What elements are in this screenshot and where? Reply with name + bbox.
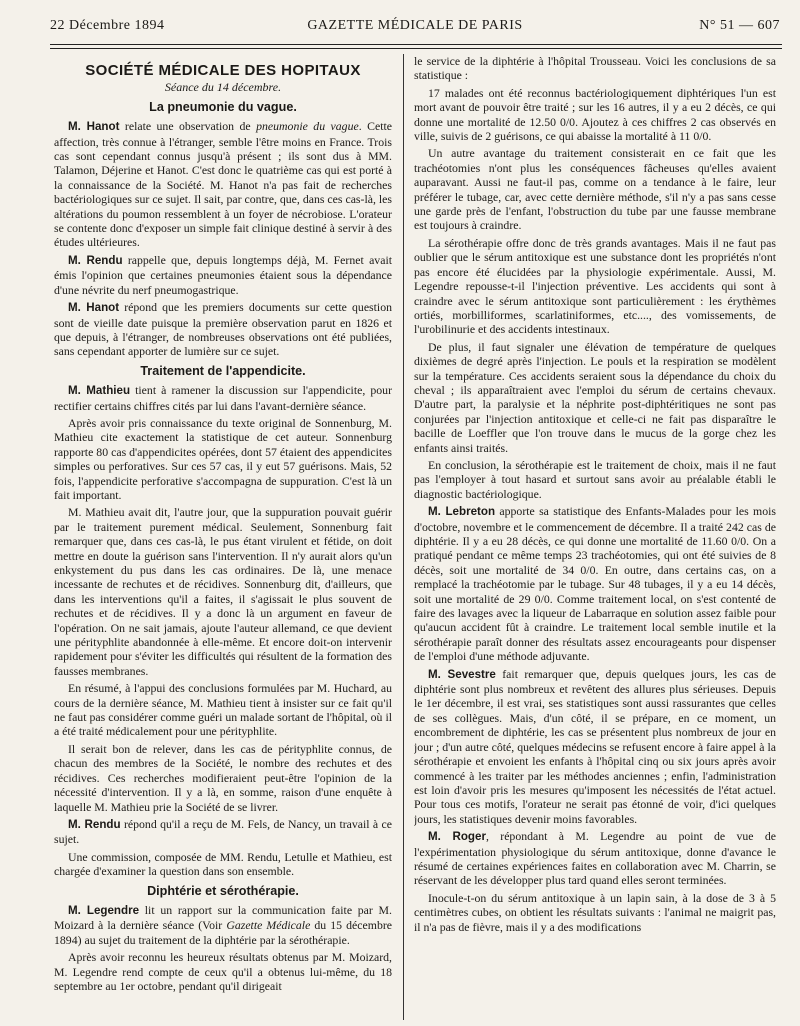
- paragraph-text: répond qu'il a reçu de M. Fels, de Nancy, un travail à ce sujet.: [54, 816, 392, 847]
- paragraph-tracheotomies: Un autre avantage du traitement consisterait en ce fait que les trachéotomies n'ont plus les conséquences fâcheuses qu'elles avaient auparavant. Aussi ne faut-il pas, comme on a tendance à le faire, leur préférer le tubage, car, avec cette dernière méthode, s'il n'y a pas sans cesse une garde près de l'enfant, l'obstruction du tube par une fausse membrane est toujours à craindre.: [414, 146, 776, 233]
- left-column: [54, 54, 392, 1026]
- speaker-name: M. Hanot: [68, 301, 120, 315]
- speaker-name: M. Rendu: [68, 817, 121, 831]
- paragraph-conclusion: En conclusion, la sérothérapie est le traitement de choix, mais il ne faut pas l'employer à tout hasard et surtout sans avoir au préalable établi le diagnostic bactériologique.: [414, 457, 776, 501]
- paragraph-rendu-2: [54, 817, 392, 847]
- paragraph-text: . Cette affection, très connue à l'étranger, semble l'être moins en France. Trois cas sont cependant connus jusqu'à présent ; ils sont dus à MM. Talamon, Déjerine et Hanot. C'est donc le quatrième cas qui est porté à la connaissance de la Société. M. Hanot n'a pas fait de recherches bactériologiques sur ce sujet. Il sait, par contre, que, dans ces cas-là, les altérations du poumon ressemblent à un foyer de nécrobiose. L'orateur se contente donc d'exposer un simple fait clinique destiné à servir à des études ultérieures.: [54, 119, 392, 250]
- paragraph-text: du 15 décembre 1894) au sujet du traitement de la diphtérie par la sérothérapie.: [54, 918, 392, 947]
- paragraph-text: tient à ramener la discussion sur l'appendicite, pour rectifier certains chiffres cités par lui dans l'avant-dernière séance.: [54, 383, 392, 413]
- speaker-name: M. Legendre: [68, 903, 140, 917]
- paragraph-mathieu-1: [54, 383, 392, 413]
- paragraph-text: relate une observation de: [119, 119, 257, 134]
- header-rule-top: [50, 44, 782, 45]
- seance-date: Séance du 14 décembre.: [164, 80, 282, 95]
- paragraph-text: rappelle que, depuis longtemps déjà, M. Fernet avait émis l'opinion que certaines pneumonies étaient sous la dépendance d'une névrite du nerf pneumogastrique.: [54, 252, 392, 297]
- header-date: 22 Décembre 1894: [50, 18, 165, 33]
- paragraph-text: répond que les premiers documents sur cette question sont de vieille date puisque la première observation parut en 1826 et que depuis, à l'étranger, de nombreuses observations ont été publiées, sans cependant apporter de lumière sur ce sujet.: [54, 300, 392, 359]
- header-rule-bottom: [50, 48, 782, 49]
- speaker-name: M. Lebreton: [428, 505, 496, 519]
- paragraph-inoculation: Inocule-t-on du sérum antitoxique à un lapin sain, à la dose de 3 à 5 centimètres cubes, on obtient les résultats suivants : l'animal ne maigrit pas, il n'a pas de fièvre, mais il y a des modifications: [414, 890, 776, 934]
- paragraph-legendre-1: [54, 903, 392, 947]
- emphasis-text: pneumonie du vague: [256, 119, 359, 134]
- paragraph-resume: En résumé, à l'appui des conclusions formulées par M. Huchard, au cours de la dernière séance, M. Mathieu tient à insister sur ce fait qu'il ne faut pas considérer comme guéri un malade sortant de l'hôpital, où il a été traité médicalement pour une pérityphlite.: [54, 681, 392, 739]
- paragraph-rendu-1: [54, 253, 392, 297]
- paragraph-hanot-1: [54, 119, 392, 250]
- paragraph-continuation: le service de la diphtérie à l'hôpital Trousseau. Voici les conclusions de sa statistique :: [414, 54, 776, 83]
- paragraph-commission: Une commission, composée de MM. Rendu, Letulle et Mathieu, est chargée d'examiner la question dans son ensemble.: [54, 849, 392, 879]
- section-title: SOCIÉTÉ MÉDICALE DES HOPITAUX: [85, 62, 361, 79]
- subheading-pneumonie: La pneumonie du vague.: [149, 99, 297, 114]
- paragraph-sonnenburg: Après avoir pris connaissance du texte original de Sonnenburg, M. Mathieu cite exactement la statistique de cet auteur. Sonnenburg rapporte 80 cas d'appendicites opérées, dont 57 étaient des appendicites simples ou perforatives. Sur ces 57 cas, il y eut 57 guérisons. Mais, 52 fois, l'appendicite perforative s'accompagna de suppuration. C'est là un fait important.: [54, 415, 392, 502]
- header-journal-title: GAZETTE MÉDICALE DE PARIS: [307, 18, 523, 33]
- header-page-number: N° 51 — 607: [699, 18, 780, 33]
- paragraph-text: apporte sa statistique des Enfants-Malades pour les mois d'octobre, novembre et le commencement de décembre. Il a traité 242 cas de diphtérie. Il y a eu 28 décès, ce qui donne une mortalité de 11.60 0/0. On a pratiqué pendant ce même temps 23 trachéotomies, qui ont été suivies de 8 décès, soit une mortalité de 34 0/0. En outre, dans certains cas, on a remplacé la trachéotomie par le tubage. Sur 48 tubages, il y a eu 14 décès, soit une mortalité de 29 0/0. Comme traitement local, on s'est contenté de faire des lavages avec la liqueur de Labarraque en solution assez faible pour qu'aucun accident fût à craindre. Le traitement local semble inutile et la sérothérapie paraît donner des résultats assez encourageants pour dispenser de l'emploi d'une méthode adjuvante.: [414, 504, 776, 664]
- paragraph-temperature: De plus, il faut signaler une élévation de température de quelques dixièmes de degré après l'injection. Le pouls et la respiration se modèlent sur la température. Ces accidents seraient sous la dépendance du choix du cheval ; ils apparaîtraient avec l'emploi du sérum de certains chevaux. D'autre part, la paralysie et la néphrite post-diphtéritiques ne sont pas conjurées par l'injection antitoxique et celle-ci ne fait pas disparaître le bacille de Loeffler que l'on trouve dans le mucus de la gorge chez les enfants ainsi traités.: [414, 339, 776, 455]
- speaker-name: M. Hanot: [68, 120, 120, 134]
- paragraph-enquete: Il serait bon de relever, dans les cas de pérityphlite connus, de chacun des membres de la Société, le nombre des rechutes et des récidives. Ces recherches modifieraient peut-être l'opinion de la nécessité d'intervention. Il y a là, en somme, raison d'une enquête à laquelle M. Mathieu prie la Société de se livrer.: [54, 741, 392, 814]
- paragraph-roger: [414, 829, 776, 888]
- paragraph-suppuration: M. Mathieu avait dit, l'autre jour, que la suppuration pouvait guérir par le traitement purement médical. Seulement, Sonnenburg fait remarquer que, dans ces cas-là, le pus étant virulent et fétide, on doit mettre en doute la guérison sans l'intervention. Il n'y aurait alors qu'un enkystement du pus dans les cas ordinaires. De là, une menace incessante de rechutes et de récidives. Sonnenburg dit, d'ailleurs, que dans les interventions qu'il a faites, il s'agissait le plus souvent de rechutes et de récidives. Il y a donc là un argument en faveur de l'opération. On ne sait jamais, ajoute l'auteur allemand, ce que devient une pérityphlite abandonnée à elle-même. Et encore doit-on intervenir rapidement pour s'éviter les difficultés qui résultent de la formation des fausses membranes.: [54, 505, 392, 678]
- subheading-diphterie: Diphtérie et sérothérapie.: [147, 883, 299, 898]
- paragraph-legendre-2: Après avoir reconnu les heureux résultats obtenus par M. Moizard, M. Legendre rend compte de ceux qu'il a obtenus lui-même, du 18 septembre au 1er octobre, pendant qu'il dirigeait: [54, 950, 392, 993]
- paragraph-text: fait remarquer que, depuis quelques jours, les cas de diphtérie sont plus nombreux et revêtent des allures plus sérieuses. Depuis le 1er décembre, il est vrai, ses statistiques sont aussi rassurantes que celles de ses collègues. Mais, d'un côté, il se prépare, en ce moment, un encombrement de diphtérie, les cas se présentent plus nombreux de jour en jour ; d'un autre côté, quelques médecins se refusent encore à faire appel à la sérothérapie et envoient les enfants à l'hôpital cinq ou six jours après avoir commencé à les traiter par les méthodes anciennes ; enfin, l'administration est loin d'avoir pris les mesures qu'imposent les nécessités de l'état actuel. Pour tous ces motifs, l'orateur ne serait pas étonné de voir, d'ici quelques jours, les statistiques devenir moins favorables.: [414, 666, 776, 826]
- paragraph-hanot-2: [54, 300, 392, 359]
- right-column: [414, 54, 776, 1026]
- speaker-name: M. Mathieu: [68, 384, 131, 398]
- subheading-appendicite: Traitement de l'appendicite.: [140, 363, 306, 378]
- paragraph-statistique: 17 malades ont été reconnus bactériologiquement diphtériques l'un est mort avant de pouvoir être traité ; sur les 16 autres, il y a eu 2 décès, ce qui donne une mortalité de 12.50 0/0. Ajoutez à ces chiffres 2 cas observés en ville, suivis de 2 guérisons, ce qui abaisse la mortalité à 11 0/0.: [414, 85, 776, 144]
- speaker-name: M. Rendu: [68, 253, 123, 267]
- page-header: [50, 14, 780, 40]
- paragraph-text: , répondant à M. Legendre au point de vue de l'expérimentation physiologique du sérum antitoxique, donne d'avance le résumé de certaines expériences faites en collaboration avec M. Charrin, se réservant de les développer plus tard quand elles seront terminées.: [414, 829, 776, 888]
- speaker-name: M. Roger: [428, 830, 486, 844]
- paragraph-serotherapie: La sérothérapie offre donc de très grands avantages. Mais il ne faut pas oublier que le sérum antitoxique est une substance dont les propriétés n'ont pas encore été élucidées par la physiologie expérimentale. Aussi, M. Legendre repousse-t-il l'injection préventive. Les accidents qui sont à craindre avec le sérum antitoxique sont particulièrement : les érythèmes ortiés, morbilliformes, scarlatiniformes, etc...., des vomissements, de l'urobilinurie et des accidents intestinaux.: [414, 235, 776, 337]
- paragraph-lebreton: [414, 504, 776, 663]
- paragraph-sevestre: [414, 667, 776, 826]
- paragraph-text: lit un rapport sur la communication faite par M. Moizard à la dernière séance (Voir: [54, 902, 392, 933]
- column-divider: [403, 54, 404, 1020]
- emphasis-text: Gazette Médicale: [226, 918, 311, 933]
- speaker-name: M. Sevestre: [428, 667, 496, 681]
